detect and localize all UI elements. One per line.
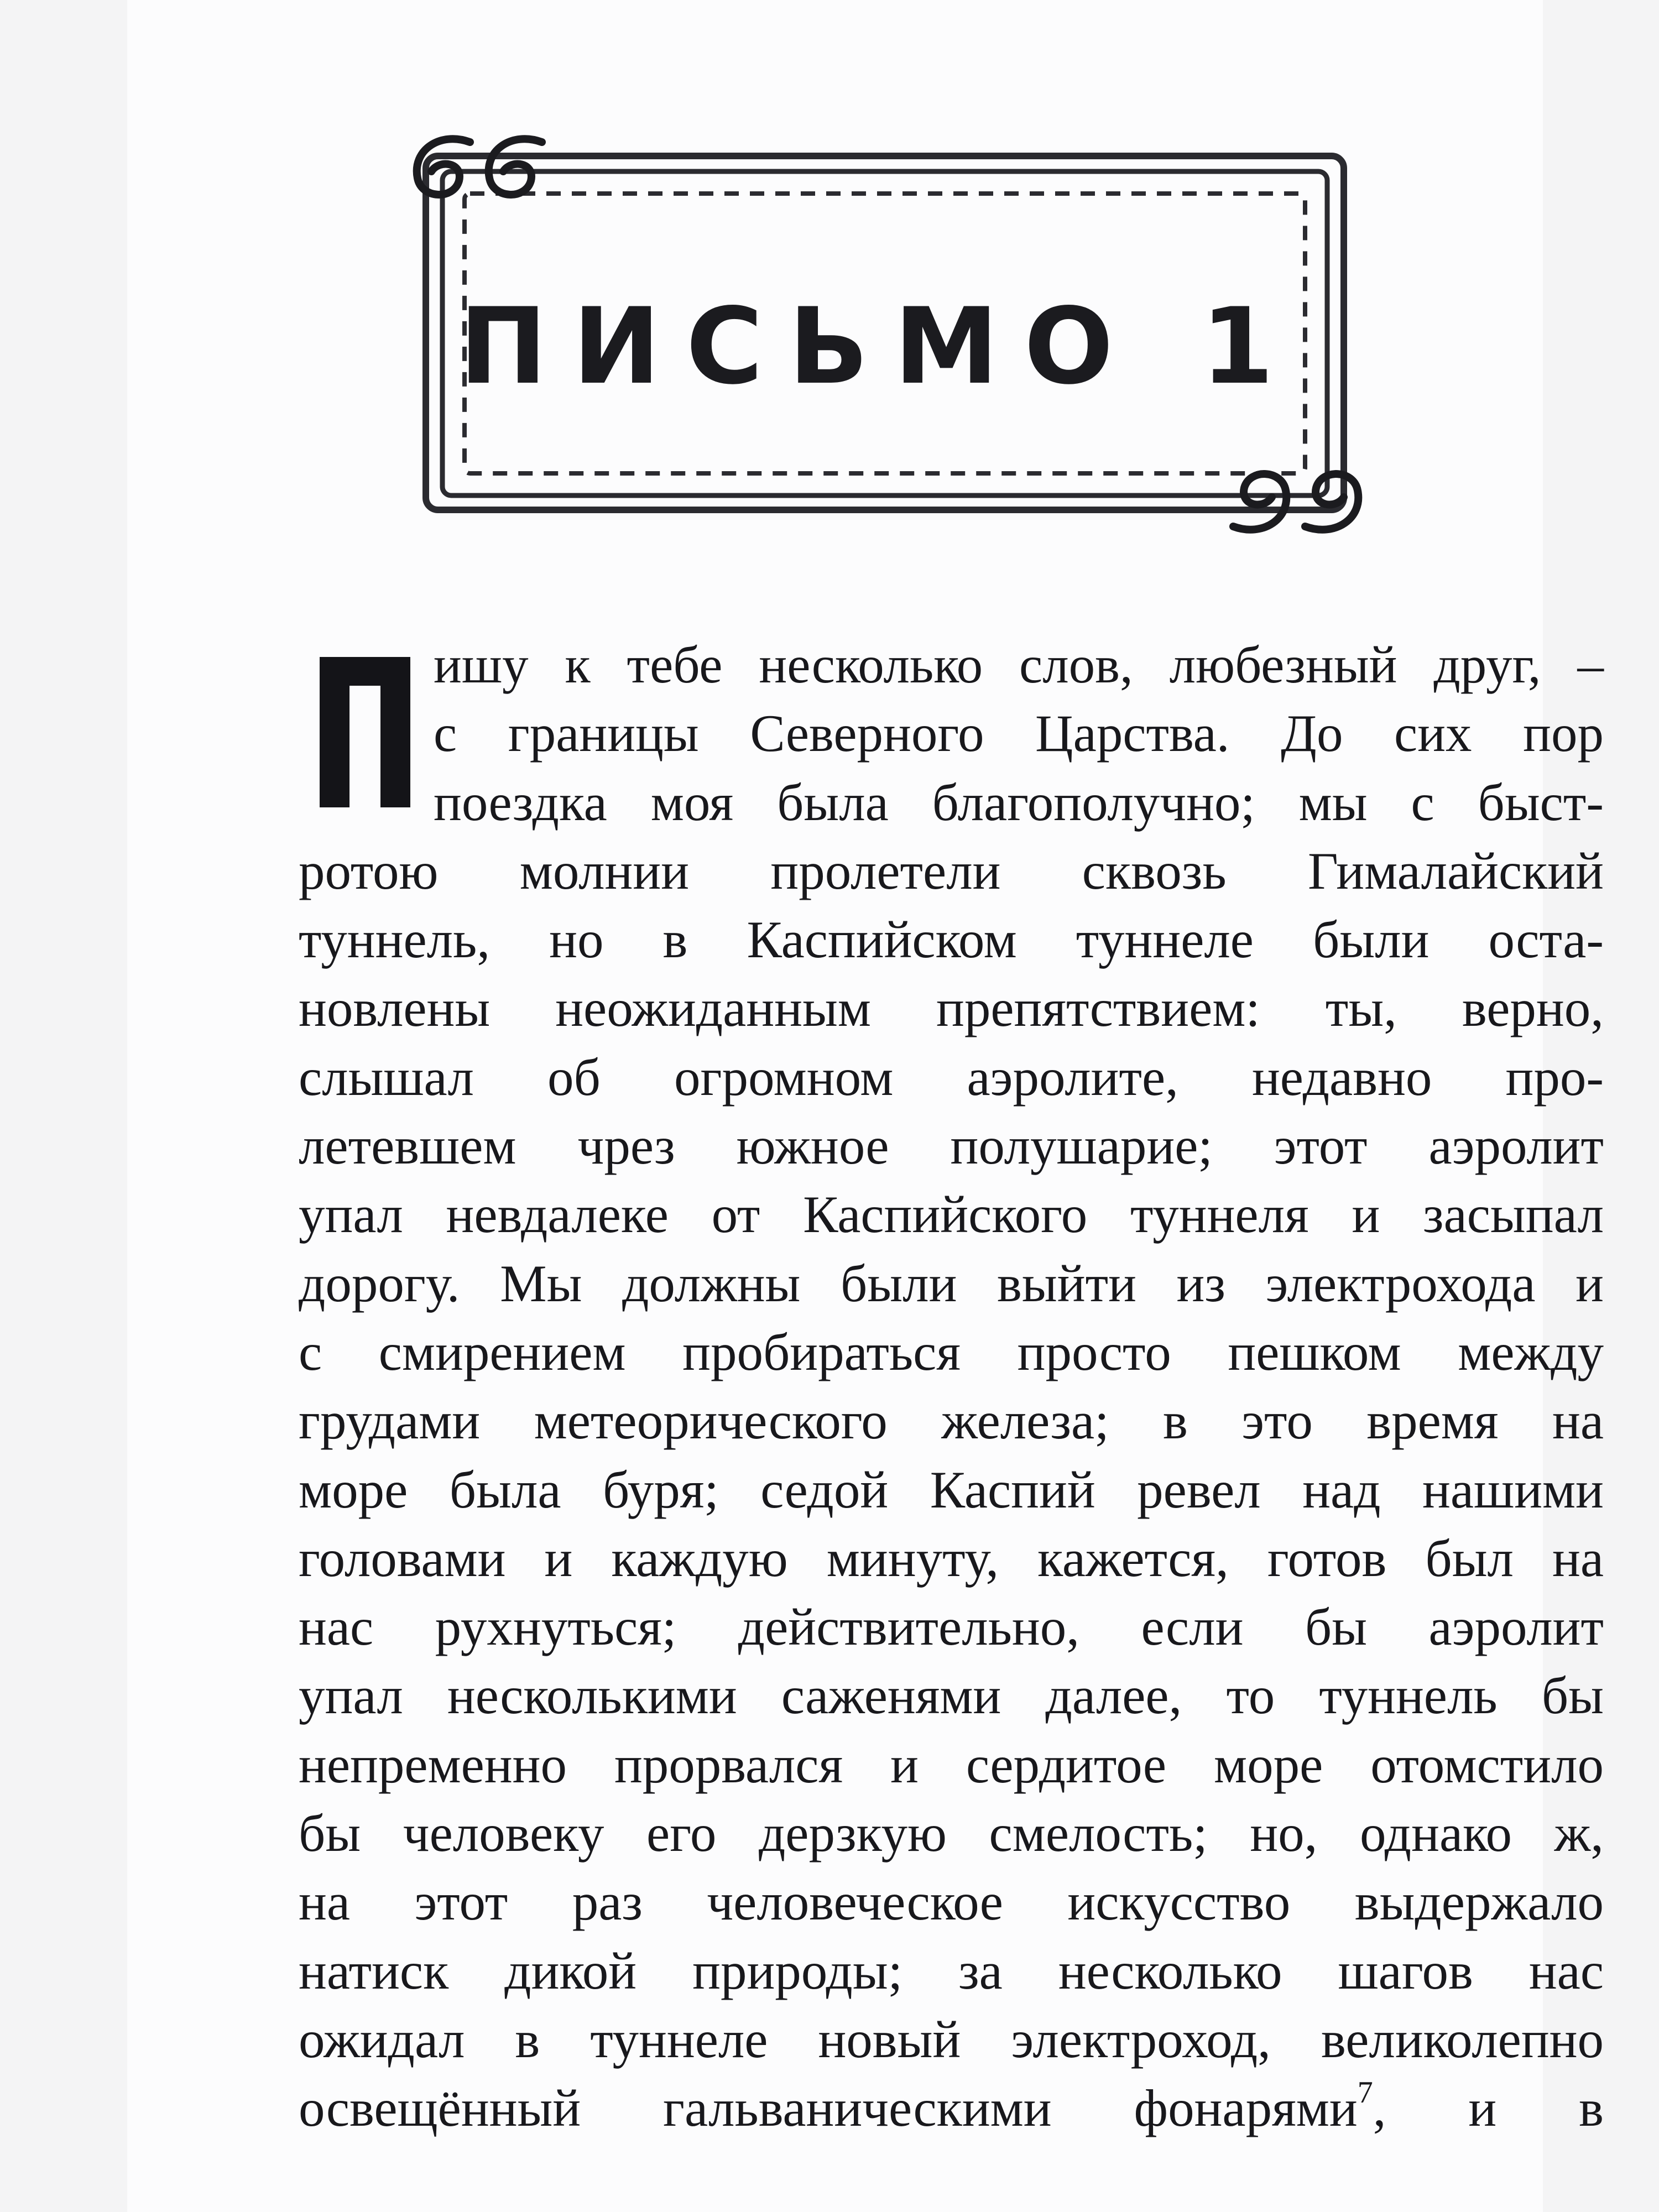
- text-line: непременно прорвался и сердитое море отомстило: [299, 1735, 1604, 1794]
- book-page: [127, 0, 1604, 2212]
- text-line-start: освещённый гальваническими фонарями: [299, 2079, 1358, 2138]
- text-line: головами и каждую минуту, кажется, готов был на: [299, 1528, 1604, 1588]
- text-line: с границы Северного Царства. До сих пор: [434, 704, 1604, 763]
- text-line-end: , и в: [1373, 2079, 1604, 2138]
- text-line: новлены неожиданным препятствием: ты, верно,: [299, 979, 1604, 1038]
- footnote-marker: 7: [1357, 2075, 1373, 2110]
- text-line: грудами метеорического железа; в это время на: [299, 1391, 1604, 1451]
- text-line: ротою молнии пролетели сквозь Гималайский: [299, 841, 1604, 900]
- closing-quote-icon: [1233, 474, 1358, 530]
- text-line: бы человеку его дерзкую смелость; но, однако ж,: [299, 1804, 1604, 1863]
- text-line: ожидал в туннеле новый электроход, великолепно: [299, 2010, 1604, 2069]
- text-line: с смирением пробираться просто пешком между: [299, 1322, 1604, 1381]
- text-line: слышал об огромном аэролите, недавно про-: [299, 1047, 1604, 1107]
- text-line: упал несколькими саженями далее, то туннель бы: [299, 1666, 1604, 1725]
- text-line: дорогу. Мы должны были выйти из электрохода и: [299, 1254, 1604, 1313]
- text-line: упал невдалеке от Каспийского туннеля и засыпал: [299, 1185, 1604, 1244]
- text-line: ишу к тебе несколько слов, любезный друг, –: [434, 635, 1604, 694]
- opening-quote-icon: [417, 139, 542, 195]
- text-line: на этот раз человеческое искусство выдержало: [299, 1872, 1604, 1932]
- text-line: море была буря; седой Каспий ревел над нашими: [299, 1460, 1604, 1519]
- text-line: натиск дикой природы; за несколько шагов нас: [299, 1941, 1604, 2000]
- chapter-title: ПИСЬМО 1: [459, 285, 1300, 408]
- text-line: туннель, но в Каспийском туннеле были оста-: [299, 910, 1604, 969]
- text-line: поездка моя была благополучно; мы с быст-: [434, 773, 1604, 832]
- chapter-heading-frame: [387, 128, 1371, 538]
- text-line: летевшем чрез южное полушарие; этот аэролит: [299, 1117, 1604, 1176]
- letter-body-text: [299, 630, 1604, 2143]
- text-line-with-footnote: [299, 2074, 1604, 2142]
- text-line: нас рухнуться; действительно, если бы аэролит: [299, 1598, 1604, 1657]
